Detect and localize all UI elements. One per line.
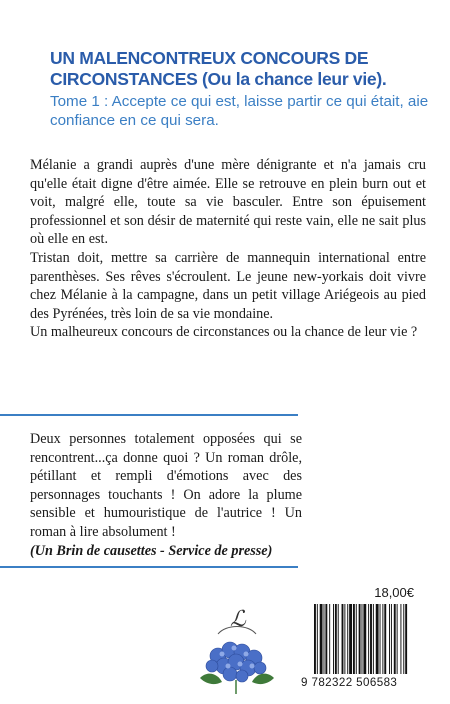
summary-paragraph: Un malheureux concours de circonstances ou la chance de leur vie ? (30, 324, 418, 341)
review-source: (Un Brin de causettes - Service de presse) (30, 542, 273, 559)
review-quote (30, 430, 302, 560)
isbn-number: 9 782322 506583 (301, 676, 398, 689)
summary-paragraph: Mélanie a grandi auprès d'une mère dénigrante et n'a jamais cru qu'elle était digne d'être aimée. Elle se retrouve en plein burn out et voit, malgré elle, toute sa vie basculer. Entre son épuisement professionnel et son désir de maternité qui reste vain, elle ne sait plus où elle en est. (30, 157, 426, 248)
price-label: 18,00€ (374, 585, 414, 600)
divider-top (0, 414, 298, 416)
publisher-logo-hydrangea (178, 604, 296, 698)
summary-paragraph: Tristan doit, mettre sa carrière de mannequin international entre parenthèses. Ses rêves s'écroulent. Le jeune new-yorkais doit vivre chez Mélanie à la campagne, dans un petit village Ariégeois au pied des Pyrénées, très loin de sa vie mondaine. (30, 249, 426, 322)
book-subtitle: Tome 1 : Accepte ce qui est, laisse partir ce qui était, aie confiance en ce qui sera. (50, 93, 429, 129)
divider-bottom (0, 566, 298, 568)
book-title: UN MALENCONTREUX CONCOURS DE CIRCONSTANCES (Ou la chance leur vie). (50, 48, 387, 89)
svg-text:ℒ: ℒ (230, 606, 246, 631)
back-cover-summary (30, 156, 426, 342)
review-text: Deux personnes totalement opposées qui se rencontrent...ça donne quoi ? Un roman drôle, pétillant et rempli d'émotions avec des personnages touchants ! On adore la plume sensible et humouristique de l'autrice ! Un roman à lire absolument ! (30, 431, 302, 540)
isbn-barcode (312, 604, 434, 674)
